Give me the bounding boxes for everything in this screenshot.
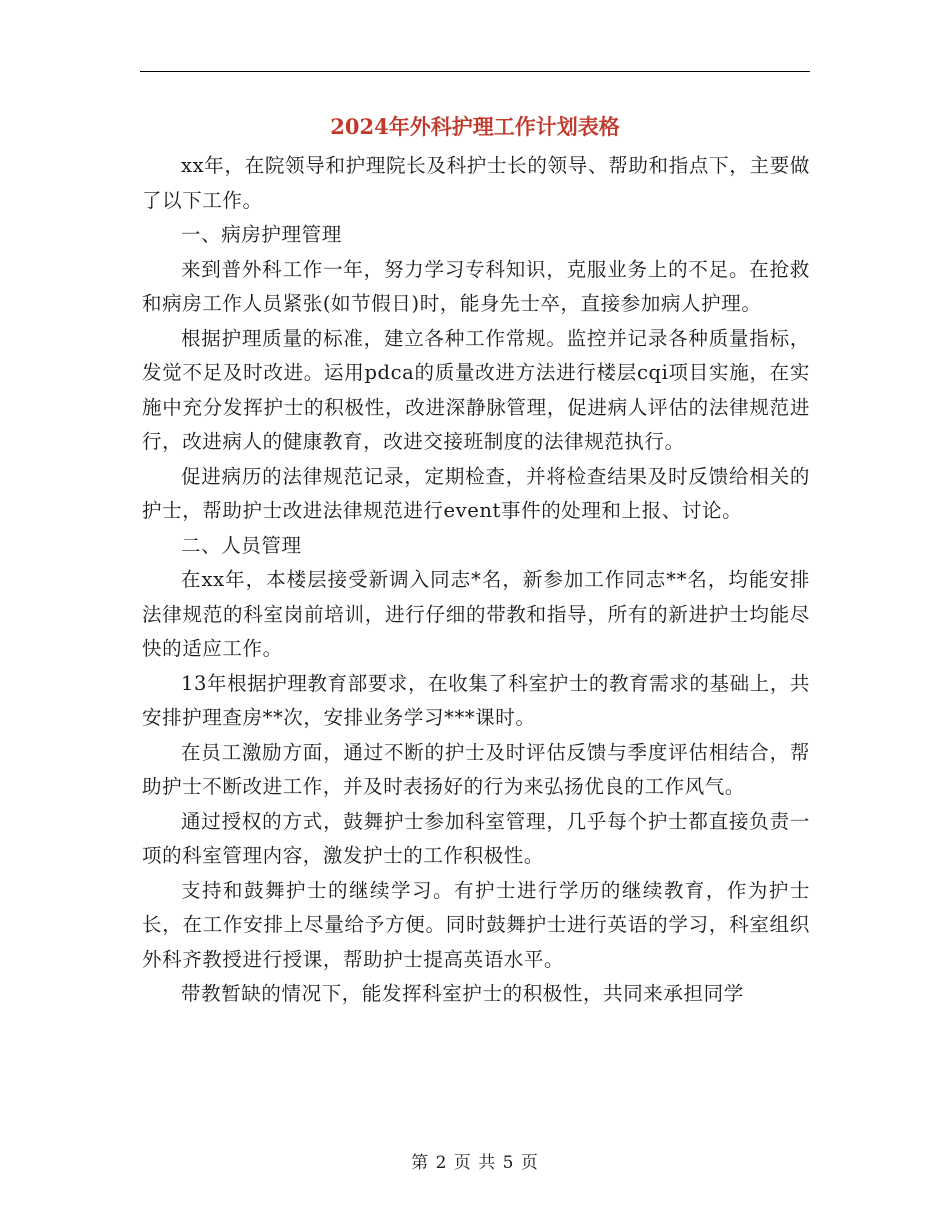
footer-prefix: 第 <box>411 1153 430 1173</box>
paragraph: 支持和鼓舞护士的继续学习。有护士进行学历的继续教育，作为护士长，在工作安排上尽量给予方便。同时鼓舞护士进行英语的学习，科室组织外科齐教授进行授课，帮助护士提高英语水平。 <box>142 878 810 971</box>
paragraph: 在xx年，本楼层接受新调入同志*名，新参加工作同志**名，均能安排法律规范的科室岗前培训，进行仔细的带教和指导，所有的新进护士均能尽快的适应工作。 <box>142 568 810 660</box>
paragraph: 通过授权的方式，鼓舞护士参加科室管理，几乎每个护士都直接负责一项的科室管理内容，激发护士的工作积极性。 <box>142 809 810 867</box>
paragraph: 带教暂缺的情况下，能发挥科室护士的积极性，共同来承担同学 <box>181 982 744 1005</box>
section-heading-ward-management: 一、病房护理管理 <box>181 223 342 246</box>
header-rule <box>140 71 810 72</box>
paragraph: 13年根据护理教育部要求，在收集了科室护士的教育需求的基础上，共安排护理查房**次，安排业务学习***课时。 <box>142 671 811 729</box>
paragraph: 来到普外科工作一年，努力学习专科知识，克服业务上的不足。在抢救和病房工作人员紧张(如节假日)时，能身先士卒，直接参加病人护理。 <box>142 257 810 315</box>
paragraph: 促进病历的法律规范记录，定期检查，并将检查结果及时反馈给相关的护士，帮助护士改进法律规范进行event事件的处理和上报、讨论。 <box>142 464 810 522</box>
document-body <box>142 149 810 1012</box>
total-page-count: 5 <box>502 1153 515 1173</box>
page-footer <box>0 1151 950 1175</box>
paragraph: 根据护理质量的标准，建立各种工作常规。监控并记录各种质量指标，发觉不足及时改进。运用pdca的质量改进方法进行楼层cqi项目实施，在实施中充分发挥护士的积极性，改进深静脉管理，促进病人评估的法律规范进行，改进病人的健康教育，改进交接班制度的法律规范执行。 <box>142 326 810 453</box>
paragraph: 在员工激励方面，通过不断的护士及时评估反馈与季度评估相结合，帮助护士不断改进工作，并及时表扬好的行为来弘扬优良的工作风气。 <box>142 740 810 798</box>
document-title: 2024年外科护理工作计划表格 <box>330 114 620 139</box>
current-page-number: 2 <box>435 1153 448 1173</box>
footer-suffix: 页 <box>520 1153 539 1173</box>
paragraph-intro: xx年，在院领导和护理院长及科护士长的领导、帮助和指点下，主要做了以下工作。 <box>142 154 810 212</box>
section-heading-staff-management: 二、人员管理 <box>181 533 302 557</box>
footer-middle: 页 共 <box>453 1153 497 1173</box>
